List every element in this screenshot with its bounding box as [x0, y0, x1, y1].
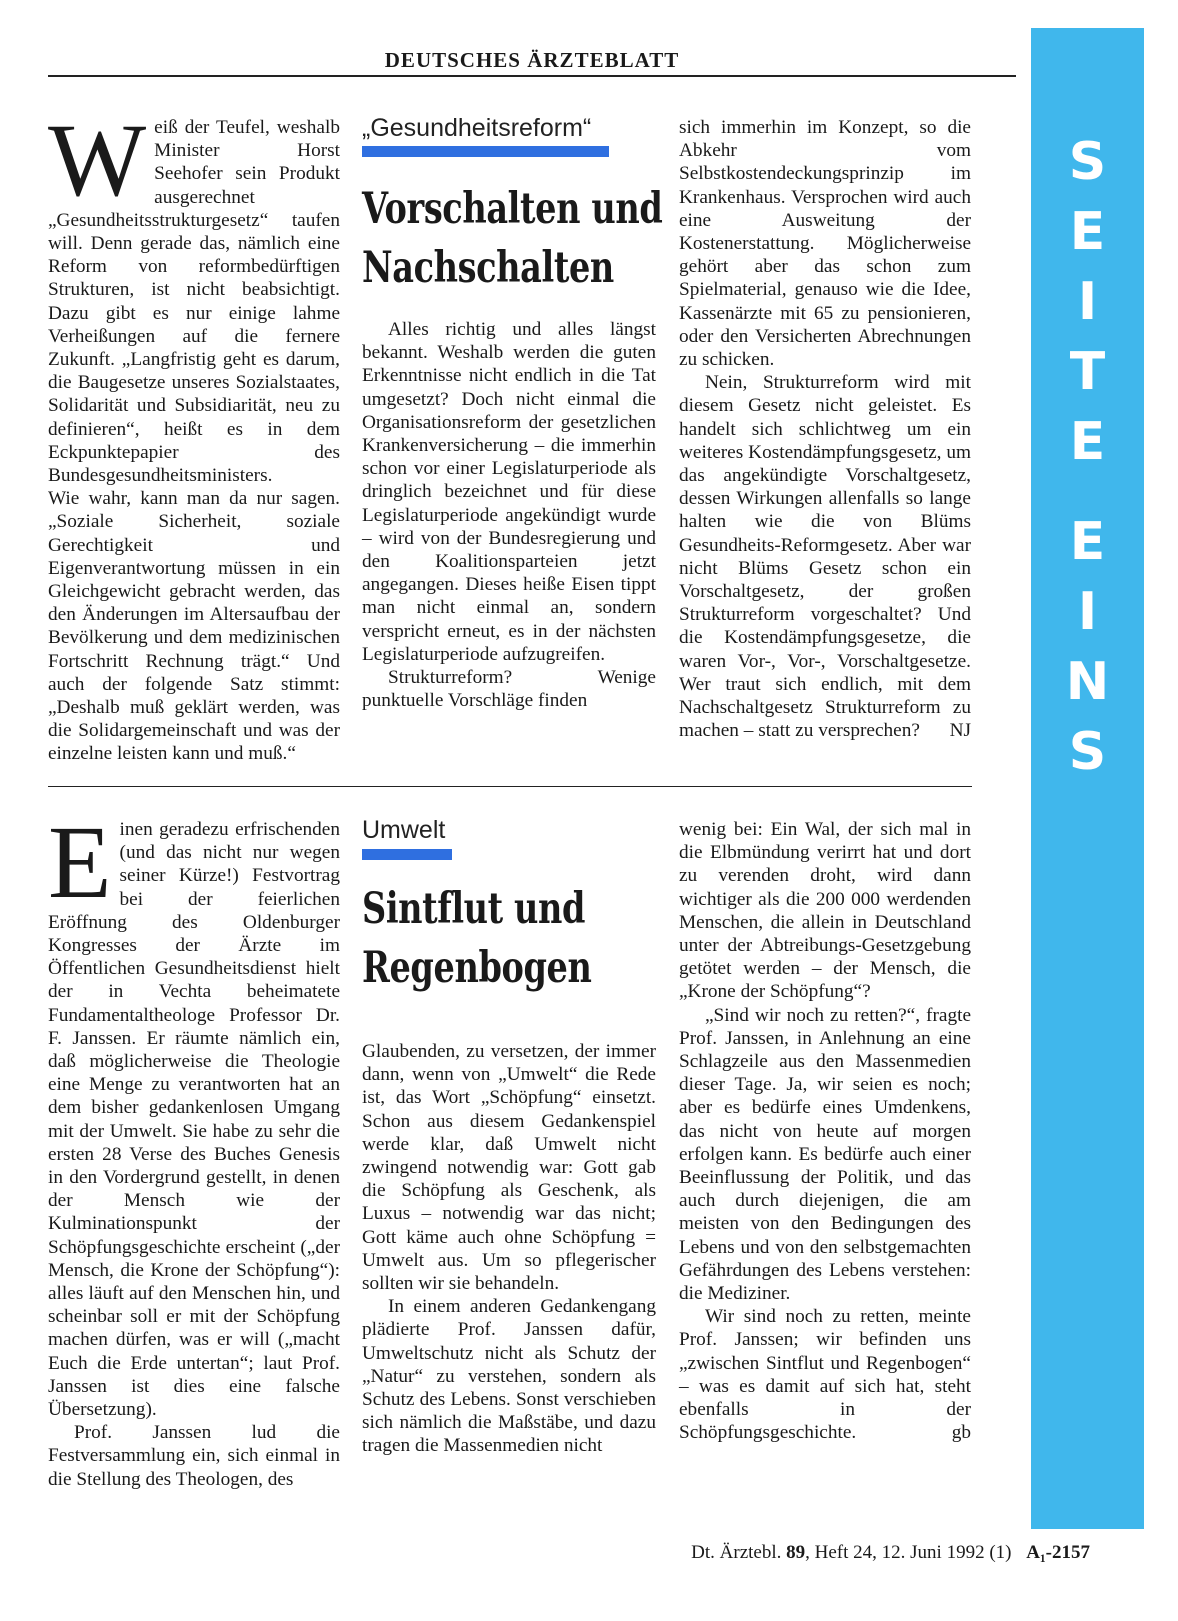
- article2-column-2: [362, 1040, 656, 1458]
- footer-citation-prefix: Dt. Ärztebl.: [691, 1542, 782, 1563]
- article1-column-3: [679, 116, 971, 742]
- sidebar-letter: I: [1077, 272, 1098, 332]
- sidebar-letter: N: [1065, 652, 1110, 712]
- footer-page-number: A₁-2157: [1026, 1542, 1090, 1563]
- article1-column-2: [362, 318, 656, 712]
- article2-column-1: [48, 805, 340, 1491]
- article2-col3-paragraph: wenig bei: Ein Wal, der sich mal in die Elbmündung verirrt hat und dort zu verenden droht, wird dann wichtiger als die 200 000 werdenden Menschen, die allein in Deutschland unter der Abtreibungs-Gesetzgebung getötet werden – der Mensch, die „Krone der Schöpfung“?: [679, 819, 971, 1003]
- masthead: DEUTSCHES ÄRZTEBLATT: [384, 48, 680, 72]
- sidebar-letter: I: [1077, 582, 1098, 642]
- article2-col3-paragraph: [679, 1305, 971, 1444]
- sidebar-letter: S: [1068, 132, 1107, 192]
- article1-col2-paragraph: Strukturreform? Wenige punktuelle Vorschläge finden: [362, 667, 656, 712]
- article2-col3-paragraph-text: Wir sind noch zu retten, meinte Prof. Janssen; wir befinden uns „zwischen Sintflut und Regenbogen“ – was es damit auf sich hat, steht ebenfalls in der Schöpfungsgeschichte.: [679, 1306, 971, 1444]
- article1-kicker: „Gesundheitsreform“: [362, 114, 592, 142]
- footer-volume: 89: [786, 1542, 806, 1563]
- sidebar-letter: S: [1068, 722, 1107, 782]
- article1-dropcap: W: [48, 103, 147, 218]
- article1-col3-paragraph: sich immerhin im Konzept, so die Abkehr vom Selbstkostendeckungsprinzip im Krankenhaus. Versprochen wird auch eine Ausweitung der Kostenerstattung. Möglicherweise gehört aber das schon zum Spielmaterial, genauso wie die Idee, Kassenärzte mit 65 zu pensionieren, oder den Versicherten Abrechnungen zu schicken.: [679, 117, 971, 371]
- footer-citation-rest: , Heft 24, 12. Juni 1992 (1): [805, 1542, 1012, 1563]
- article2-col2-paragraph: Glaubenden, zu versetzen, der immer dann, wenn von „Umwelt“ die Rede ist, das Wort „Schöpfung“ einsetzt. Schon aus diesem Gedankenspiel werde klar, daß Umwelt nicht zwingend notwendig war: Gott gab die Schöpfung als Geschenk, als Luxus – notwendig war das nicht; Gott käme auch ohne Schöpfung = Umwelt aus. Um so pflegerischer sollten wir sie behandeln.: [362, 1041, 656, 1295]
- article1-column-1: [48, 103, 340, 766]
- article1-col1-paragraph: eiß der Teufel, weshalb Minister Horst Seehofer sein Produkt ausgerechnet „Gesundheitsstrukturgesetz“ taufen will. Denn gerade das, nämlich eine Reform von reformbedürftigen Strukturen, ist nicht beabsichtigt. Dazu gibt es nur einige lahme Verheißungen auf die fernere Zukunft. „Langfristig geht es darum, die Baugesetze unseres Sozialstaates, Solidarität und Subsidiarität, neu zu definieren“, heißt es in dem Eckpunktepapier des Bundesgesundheitsministers.: [48, 117, 340, 487]
- article2-signature: gb: [951, 1422, 971, 1444]
- article-separator: [48, 786, 972, 787]
- article1-col3-paragraph: [679, 371, 971, 742]
- sidebar-letter: E: [1069, 512, 1106, 572]
- article2-headline-line2: Regenbogen: [362, 943, 592, 993]
- sidebar-seite-eins: [1031, 28, 1144, 1529]
- masthead-rule: [48, 75, 1016, 77]
- article2-dropcap: E: [48, 805, 112, 920]
- sidebar-letter: T: [1069, 342, 1106, 402]
- article2-col1-paragraph: inen geradezu erfrischenden (und das nicht nur wegen seiner Kürze!) Festvortrag bei der feierlichen Eröffnung des Oldenburger Kongresses der Ärzte im Öffentlichen Gesundheitsdienst hielt der in Vechta beheimatete Fundamentaltheologe Professor Dr. F. Janssen. Er räumte nämlich ein, daß möglicherweise die Theologie eine Menge zu verantworten hat an dem bisher gedankenlosen Umgang mit der Umwelt. Sie habe zu sehr die ersten 28 Verse des Buches Genesis in den Vordergrund gestellt, in denen der Mensch wie der Kulminationspunkt der Schöpfungsgeschichte erscheint („der Mensch, die Krone der Schöpfung“): alles läuft auf den Menschen hin, und scheinbar soll er mit der Schöpfung machen dürfen, was er will („macht Euch die Erde untertan“; laut Prof. Janssen ist dies eine falsche Übersetzung).: [48, 819, 340, 1421]
- article1-headline-line1: Vorschalten und: [362, 184, 663, 234]
- footer-citation: [691, 1542, 1090, 1564]
- article2-kicker: Umwelt: [362, 816, 446, 844]
- article2-col1-paragraph: Prof. Janssen lud die Festversammlung ein, sich einmal in die Stellung des Theologen, des: [48, 1422, 340, 1490]
- article1-kicker-bar: [362, 146, 609, 157]
- article1-col1-paragraph: Wie wahr, kann man da nur sagen. „Soziale Sicherheit, soziale Gerechtigkeit und Eigenverantwortung müssen in ein Gleichgewicht gebracht werden, das den Änderungen im Altersaufbau der Bevölkerung und dem medizinischen Fortschritt Rechnung trägt.“ Und auch der folgende Satz stimmt: „Deshalb muß geklärt werden, was die Solidargemeinschaft und was der einzelne leisten kann und muß.“: [48, 488, 340, 765]
- article1-headline-line2: Nachschalten: [362, 243, 614, 293]
- article1-col2-paragraph: Alles richtig und alles längst bekannt. Weshalb werden die guten Erkenntnisse nicht endlich in die Tat umgesetzt? Doch nicht einmal die Organisationsreform der gesetzlichen Krankenversicherung – die immerhin schon vor einer Legislaturperiode als dringlich bezeichnet und für diese Legislaturperiode angekündigt wurde – wird von der Bundesregierung und den Koalitionsparteien jetzt angegangen. Dieses heiße Eisen tippt man nicht einmal an, sondern verspricht erneut, es in der nächsten Legislaturperiode aufzugreifen.: [362, 319, 656, 665]
- article1-col3-paragraph-text: Nein, Strukturreform wird mit diesem Gesetz nicht geleistet. Es handelt sich schlichtweg um ein weiteres Kostendämpfungsgesetz, um das angekündigte Vorschaltgesetz, dessen Wirkungen allenfalls so lange halten wie die von Blüms Gesundheits-Reformgesetz. Aber war nicht Blüms Gesetz schon ein Vorschaltgesetz, der großen Strukturreform vorgeschaltet? Und die Kostendämpfungsgesetze, die waren Vor-, Vor-, Vorschaltgesetze. Wer traut sich endlich, mit dem Nachschaltgesetz Strukturreform zu machen – statt zu versprechen?: [679, 372, 971, 742]
- sidebar-letter: E: [1069, 412, 1106, 472]
- sidebar-letter: E: [1069, 202, 1106, 262]
- article2-kicker-bar: [362, 849, 452, 860]
- article1-signature: NJ: [949, 720, 971, 742]
- article2-column-3: [679, 818, 971, 1444]
- article2-headline-line1: Sintflut und: [362, 884, 586, 934]
- article2-col3-paragraph: „Sind wir noch zu retten?“, fragte Prof. Janssen, in Anlehnung an eine Schlagzeile aus den Massenmedien dieser Tage. Ja, wir seien es noch; aber es bedürfe eines Umdenkens, das nicht von heute auf morgen erfolgen kann. Es bedürfe auch einer Beeinflussung der Politik, und das auch durch diejenigen, die am meisten von den Bedingungen des Lebens und von den selbstgemachten Gefährdungen des Lebens verstehen: die Mediziner.: [679, 1004, 971, 1305]
- article2-col2-paragraph: In einem anderen Gedankengang plädierte Prof. Janssen dafür, Umweltschutz nicht als Schutz der „Natur“ zu verstehen, sondern als Schutz des Lebens. Sonst verschieben sich nämlich die Maßstäbe, und dazu tragen die Massenmedien nicht: [362, 1296, 656, 1457]
